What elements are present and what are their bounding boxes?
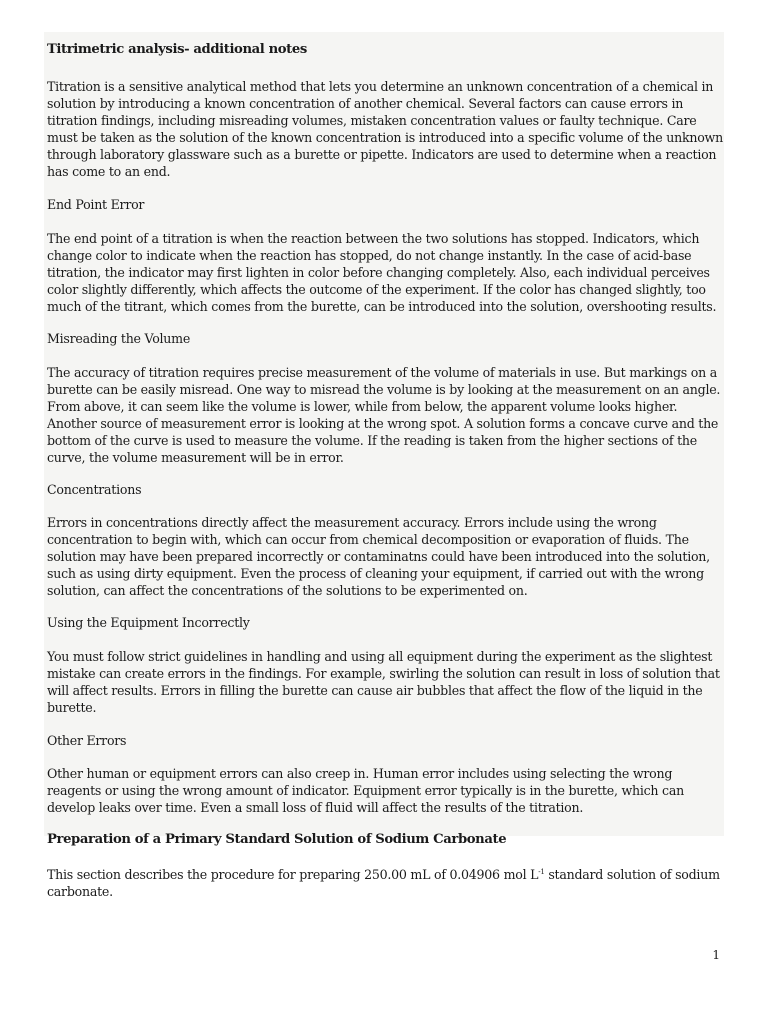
section-body-end-point: The end point of a titration is when the reaction between the two solutions has stopped. Indicators, which change color to indicate when the reaction has stopped, do not change instantly. In the case of acid-base titration, the indicator may first lighten in color before changing completely. Also, each individual perceives color slightly differently, which affects the outcome of the experiment. If the color has changed slightly, too much of the titrant, which comes from the burette, can be introduced into the solution, overshooting results. — [47, 231, 717, 314]
superscript-exponent: -1 — [538, 867, 545, 876]
section-body-concentrations: Errors in concentrations directly affect the measurement accuracy. Errors include using the wrong concentration to begin with, which can occur from chemical decomposition or evaporation of fluids. The solution may have been prepared incorrectly or contaminatns could have been introduced into the solution, such as using dirty equipment. Even the process of cleaning your equipment, if carried out with the wrong solution, can affect the concentrations of the solutions to be experimented on. — [47, 515, 710, 598]
section-heading-misreading: Misreading the Volume — [47, 331, 191, 346]
document-title: Titrimetric analysis- additional notes — [47, 42, 307, 57]
section-heading-equipment: Using the Equipment Incorrectly — [47, 615, 250, 630]
preparation-heading: Preparation of a Primary Standard Solution of Sodium Carbonate — [47, 832, 507, 847]
section-body-equipment: You must follow strict guidelines in handling and using all equipment during the experiment as the slightest mistake can create errors in the findings. For example, swirling the solution can result in loss of solution that will affect results. Errors in filling the burette can cause air bubbles that affect the flow of the liquid in the burette. — [47, 649, 720, 715]
section-heading-other-errors: Other Errors — [47, 733, 127, 748]
section-heading-concentrations: Concentrations — [47, 482, 142, 497]
preparation-body: This section describes the procedure for preparing 250.00 mL of 0.04906 mol $L^{-1}$ standard solution of sodium carbonate. — [47, 867, 720, 899]
page-number: 1 — [712, 948, 720, 962]
section-body-other-errors: Other human or equipment errors can also creep in. Human error includes using selecting the wrong reagents or using the wrong amount of indicator. Equipment error typically is in the burette, which can develop leaks over time. Even a small loss of fluid will affect the results of the titration. — [47, 766, 684, 815]
section-body-misreading: The accuracy of titration requires precise measurement of the volume of materials in use. But markings on a burette can be easily misread. One way to misread the volume is by looking at the measurement on an angle. From above, it can seem like the volume is lower, while from below, the apparent volume looks higher. Another source of measurement error is looking at the wrong spot. A solution forms a concave curve and the bottom of the curve is used to measure the volume. If the reading is taken from the higher sections of the curve, the volume measurement will be in error. — [47, 365, 721, 465]
intro-paragraph: Titration is a sensitive analytical method that lets you determine an unknown concentration of a chemical in solution by introducing a known concentration of another chemical. Several factors can cause errors in titration findings, including misreading volumes, mistaken concentration values or faulty technique. Care must be taken as the solution of the known concentration is introduced into a specific volume of the unknown through laboratory glassware such as a burette or pipette. Indicators are used to determine when a reaction has come to an end. — [47, 79, 723, 179]
section-heading-end-point: End Point Error — [47, 197, 145, 212]
